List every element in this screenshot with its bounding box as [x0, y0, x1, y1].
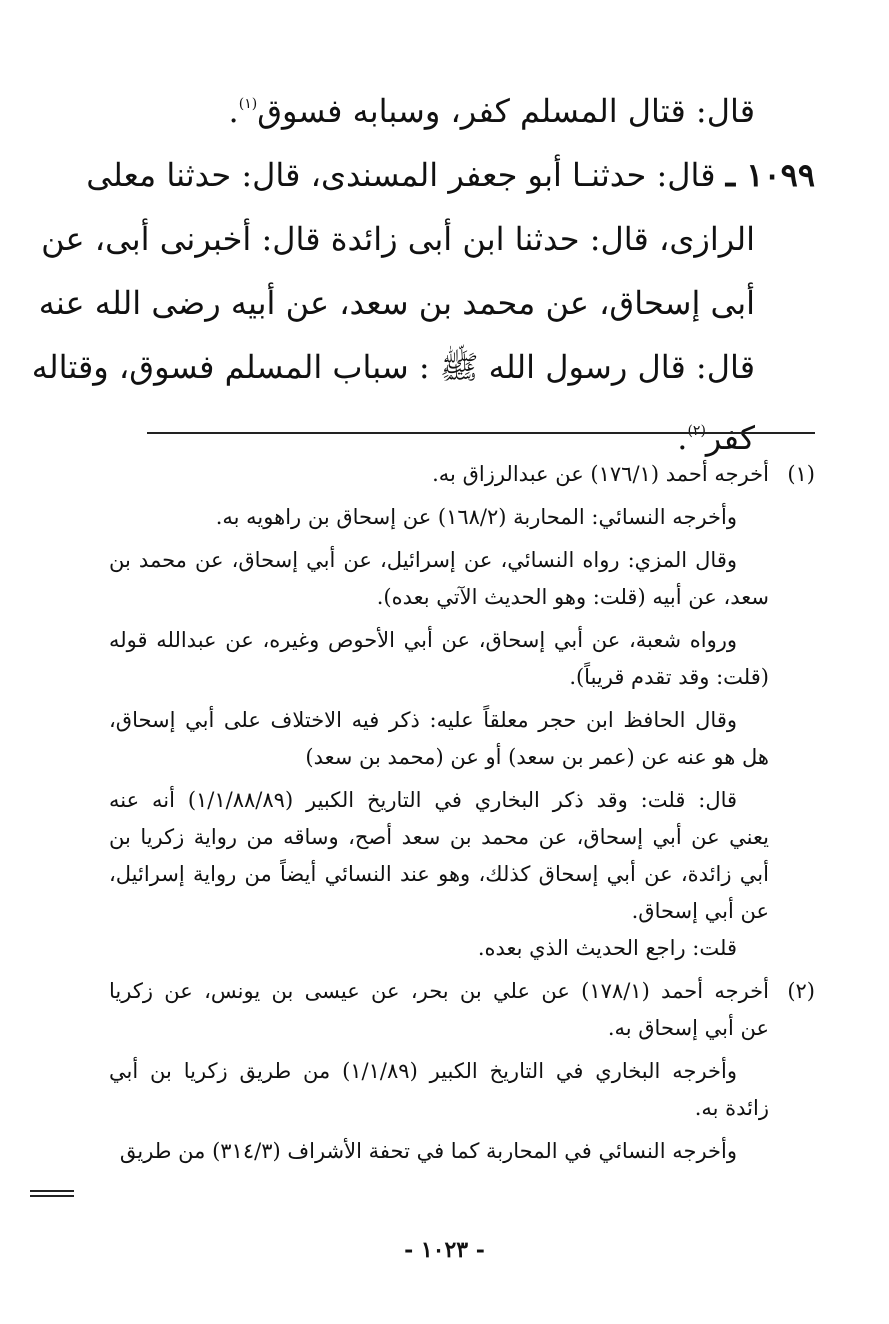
continuation-mark — [30, 1190, 74, 1200]
footnote-1-line: (١)أخرجه أحمد (١٧٦/١) عن عبدالرزاق به. — [109, 456, 815, 493]
footnote-1-line: عن أبي إسحاق. — [631, 899, 769, 923]
footnote-1-line: (قلت: وقد تقدم قريباً). — [569, 665, 769, 689]
main-text — [31, 72, 815, 470]
main-line-2: ١٠٩٩ ـ قال: حدثنـا أبو جعفر المسندى، قال: حدثنا معلى — [86, 156, 815, 194]
main-line-4: أبى إسحاق، عن محمد بن سعد، عن أبيه رضى الله عنه — [38, 284, 755, 322]
hadith-number: ١٠٩٩ ـ — [725, 156, 815, 194]
footnote-2-line: زائدة به. — [694, 1096, 769, 1120]
footnote-1-line: وقال الحافظ ابن حجر معلقاً عليه: ذكر فيه الاختلاف على أبي إسحاق، — [109, 708, 737, 732]
footnote-1-line: يعني عن أبي إسحاق، عن محمد بن سعد أصح، وساقه من رواية زكريا بن — [109, 825, 769, 849]
footnote-1-line: وقال المزي: رواه النسائي، عن إسرائيل، عن أبي إسحاق، عن محمد بن — [109, 548, 737, 572]
footnote-separator — [147, 432, 815, 434]
footnote-2-line: وأخرجه البخاري في التاريخ الكبير (١/١/٨٩) من طريق زكريا بن أبي — [109, 1059, 737, 1083]
footnote-1-line: قال: قلت: وقد ذكر البخاري في التاريخ الكبير (١/١/٨٨/٨٩) أنه عنه — [109, 788, 738, 812]
footnote-1-line: سعد، عن أبيه (قلت: وهو الحديث الآتي بعده). — [376, 585, 769, 609]
main-line-5: قال: قال رسول الله ﷺ : سباب المسلم فسوق، وقتاله — [31, 348, 755, 386]
footnote-1-line: ورواه شعبة، عن أبي إسحاق، عن أبي الأحوص وغيره، عن عبدالله قوله — [109, 628, 737, 652]
main-line-1: قال: قتال المسلم كفر، وسبابه فسوق$^{(١)}$. — [228, 92, 755, 130]
footnotes — [109, 456, 815, 1170]
footnote-1-line: أبي زائدة، عن أبي إسحاق كذلك، وهو عند النسائي أيضاً من رواية إسرائيل، — [109, 862, 769, 886]
footnote-label: (١) — [787, 462, 815, 486]
footnote-1-line: هل هو عنه عن (عمر بن سعد) أو عن (محمد بن سعد) — [305, 745, 769, 769]
footnote-2-line: عن أبي إسحاق به. — [607, 1016, 769, 1040]
main-line-6: كفر$^{(٢)}$. — [677, 419, 755, 457]
main-line-3: الرازى، قال: حدثنا ابن أبى زائدة قال: أخبرنى أبى، عن — [41, 220, 755, 258]
footnote-1-line: قلت: راجع الحديث الذي بعده. — [477, 936, 737, 960]
footnote-2-line: وأخرجه النسائي في المحاربة كما في تحفة الأشراف (٣١٤/٣) من طريق — [119, 1139, 737, 1163]
footnote-label: (٢) — [787, 979, 815, 1003]
footnote-2-line: (٢)أخرجه أحمد (١٧٨/١) عن علي بن بحر، عن عيسى بن يونس، عن زكريا — [109, 973, 815, 1010]
footnote-ref: (١) — [238, 96, 258, 112]
footnote-1-line: وأخرجه النسائي: المحاربة (١٦٨/٢) عن إسحاق بن راهويه به. — [215, 505, 737, 529]
page-number: - ١٠٢٣ - — [404, 1237, 485, 1263]
footnote-ref: (٢) — [687, 423, 706, 439]
